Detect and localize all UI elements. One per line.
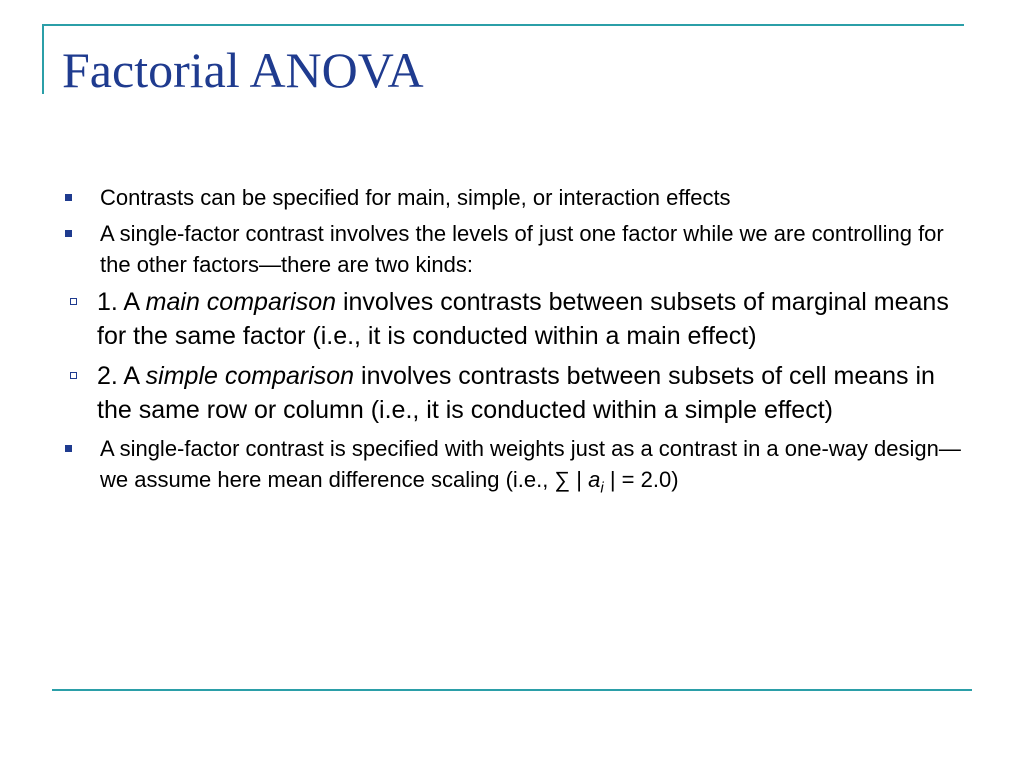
sub-bullet-prefix: 2. A [97, 362, 146, 390]
bullet-text: A single-factor contrast involves the levels of just one factor while we are controlling for the other factors—there are two kinds: [100, 221, 944, 277]
weight-variable: a [588, 467, 601, 492]
bullet-item-single-factor-contrast [60, 218, 965, 280]
sub-bullet-item-main-comparison [20, 285, 965, 353]
bullet-text-after: | = 2.0) [603, 467, 679, 492]
title-left-accent-line [42, 24, 44, 94]
hollow-square-bullet-icon [70, 298, 77, 305]
footer-accent-line [52, 689, 972, 691]
sub-bullet-item-simple-comparison [20, 359, 965, 427]
bullet-text-before: A single-factor contrast is specified with weights just as a contrast in a one-way design—we assume here mean difference scaling (i.e., ∑ | [100, 436, 961, 492]
sub-bullet-term: main comparison [145, 288, 337, 316]
square-bullet-icon [65, 445, 72, 452]
sub-bullet-rest: involves contrasts between subsets of cell means in the same row or column (i.e., it is conducted within a simple effect) [97, 362, 935, 424]
sub-bullet-term: simple comparison [145, 362, 355, 390]
sub-bullet-prefix: 1. A [97, 288, 146, 316]
bullet-item-contrasts [60, 182, 965, 213]
sub-bullet-list-items [20, 285, 965, 427]
bullet-list [60, 182, 965, 280]
hollow-square-bullet-icon [70, 372, 77, 379]
slide-body [60, 182, 965, 508]
bullet-text: Contrasts can be specified for main, simple, or interaction effects [100, 185, 731, 210]
title-top-accent-line [42, 24, 964, 26]
bullet-item-weights [60, 433, 965, 503]
bullet-list-continued [60, 433, 965, 503]
slide-title: Factorial ANOVA [62, 42, 424, 98]
square-bullet-icon [65, 194, 72, 201]
weight-subscript: i [600, 479, 604, 497]
sub-bullet-rest: involves contrasts between subsets of marginal means for the same factor (i.e., it is conducted within a main effect) [97, 288, 949, 350]
square-bullet-icon [65, 230, 72, 237]
